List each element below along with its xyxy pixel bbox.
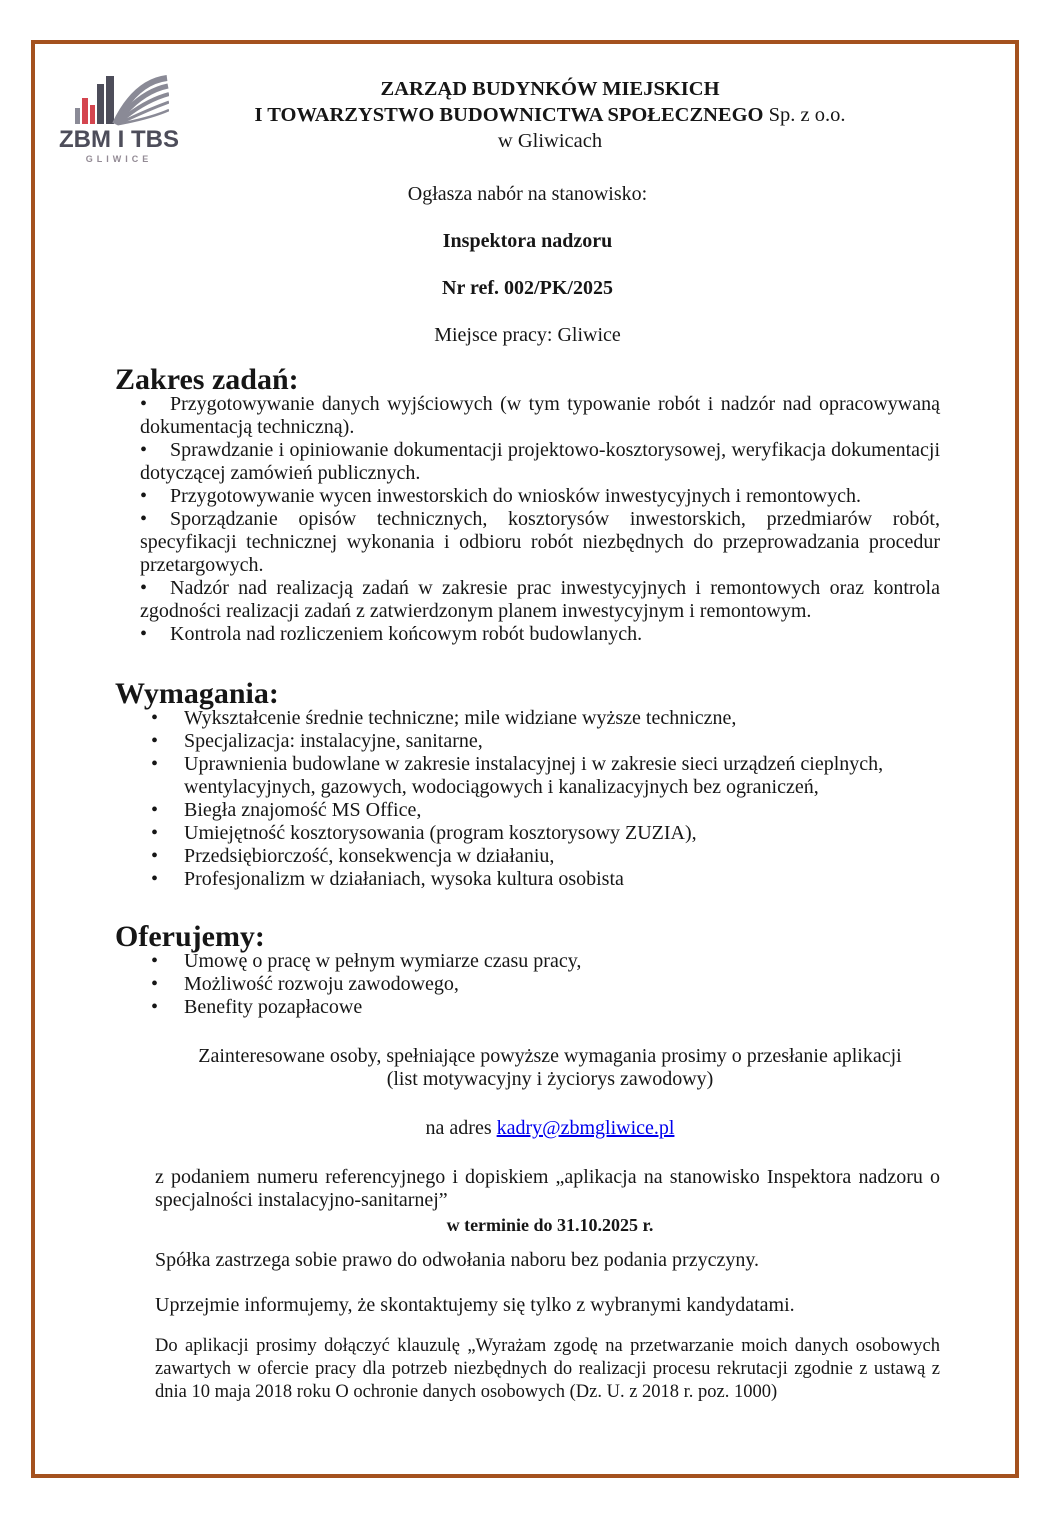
application-address-line: [160, 1117, 940, 1140]
logo-name: ZBM I TBS: [59, 126, 179, 153]
company-name-line2-bold: I TOWARZYSTWO BUDOWNICTWA SPOŁECZNEGO: [254, 104, 764, 126]
invite-line2: (list motywacyjny i życiorys zawodowy): [386, 1068, 714, 1090]
work-location: Miejsce pracy: Gliwice: [434, 324, 621, 346]
list-item: • Nadzór nad realizacją zadań w zakresie prac inwestycyjnych i remontowych oraz kontrola zgodności realizacji zadań z zatwierdzonym planem inwestycyjnym i remontowym.: [140, 577, 940, 623]
logo-city: GLIWICE: [85, 154, 153, 164]
company-header: [160, 76, 940, 154]
company-name-line2: [160, 102, 940, 128]
company-name-line1: ZARZĄD BUDYNKÓW MIEJSKICH: [380, 78, 720, 100]
list-item: • Przedsiębiorczość, konsekwencja w działaniu,: [115, 845, 925, 868]
section-title-tasks: Zakres zadań:: [115, 363, 299, 396]
announce-line: Ogłasza nabór na stanowisko:: [407, 183, 648, 205]
section-title-requirements: Wymagania:: [115, 677, 279, 710]
posting-body: [115, 363, 940, 1404]
list-item: • Możliwość rozwoju zawodowego,: [115, 973, 925, 996]
list-item: • Kontrola nad rozliczeniem końcowym robót budowlanych.: [140, 623, 940, 646]
list-item: • Wykształcenie średnie techniczne; mile widziane wyższe techniczne,: [115, 707, 925, 730]
position-title: Inspektora nadzoru: [442, 230, 613, 252]
email-link[interactable]: kadry@zbmgliwice.pl: [496, 1117, 675, 1139]
list-item: • Przygotowywanie wycen inwestorskich do wniosków inwestycyjnych i remontowych.: [140, 485, 940, 508]
reference-number: Nr ref. 002/PK/2025: [442, 277, 613, 299]
section-title-offer: Oferujemy:: [115, 920, 265, 953]
company-city-line: w Gliwicach: [497, 130, 603, 152]
requirements-list: [115, 707, 925, 891]
list-item: • Umiejętność kosztorysowania (program kosztorysowy ZUZIA),: [115, 822, 925, 845]
application-invite: [160, 1045, 940, 1091]
reference-note: z podaniem numeru referencyjnego i dopiskiem „aplikacja na stanowisko Inspektora nadzoru o specjalności instalacyjno-sanitarnej”: [155, 1166, 940, 1211]
list-item: • Umowę o pracę w pełnym wymiarze czasu pracy,: [115, 950, 925, 973]
deadline-line: w terminie do 31.10.2025 r.: [446, 1215, 654, 1235]
list-item: • Uprawnienia budowlane w zakresie instalacyjnej i w zakresie sieci urządzeń cieplnych, wentylacyjnych, gazowych, wodociągowych i kanalizacyjnych bez ograniczeń,: [115, 753, 925, 799]
list-item: • Specjalizacja: instalacyjne, sanitarne,: [115, 730, 925, 753]
tasks-list: [140, 393, 940, 646]
list-item: • Sporządzanie opisów technicznych, kosztorysów inwestorskich, przedmiarów robót, specyfikacji technicznej wykonania i odbioru robót niezbędnych do przeprowadzania procedur przetargowych.: [140, 508, 940, 577]
posting-intro: [115, 183, 940, 371]
list-item: • Sprawdzanie i opiniowanie dokumentacji projektowo-kosztorysowej, weryfikacja dokumentacji dotyczącej zamówień publicznych.: [140, 439, 940, 485]
invite-line1: Zainteresowane osoby, spełniające powyższe wymagania prosimy o przesłanie aplikacji: [198, 1045, 902, 1067]
list-item: • Przygotowywanie danych wyjściowych (w tym typowanie robót i nadzór nad opracowywaną dokumentacją techniczną).: [140, 393, 940, 439]
list-item: • Benefity pozapłacowe: [115, 996, 925, 1019]
address-prefix: na adres: [425, 1117, 497, 1139]
buildings-icon: [69, 72, 169, 128]
contact-note: Uprzejmie informujemy, że skontaktujemy się tylko z wybranymi kandydatami.: [155, 1294, 795, 1316]
gdpr-clause: Do aplikacji prosimy dołączyć klauzulę „Wyrażam zgodę na przetwarzanie moich danych osobowych zawartych w ofercie pracy dla potrzeb niezbędnych do realizacji procesu rekrutacji zgodnie z ustawą z dnia 10 maja 2018 roku O ochronie danych osobowych (Dz. U. z 2018 r. poz. 1000): [155, 1336, 940, 1402]
list-item: • Profesjonalizm w działaniach, wysoka kultura osobista: [115, 868, 925, 891]
list-item: • Biegła znajomość MS Office,: [115, 799, 925, 822]
cancellation-note: Spółka zastrzega sobie prawo do odwołania naboru bez podania przyczyny.: [155, 1249, 760, 1271]
offer-list: [115, 950, 925, 1019]
company-name-line2-suffix: Sp. z o.o.: [763, 104, 846, 126]
